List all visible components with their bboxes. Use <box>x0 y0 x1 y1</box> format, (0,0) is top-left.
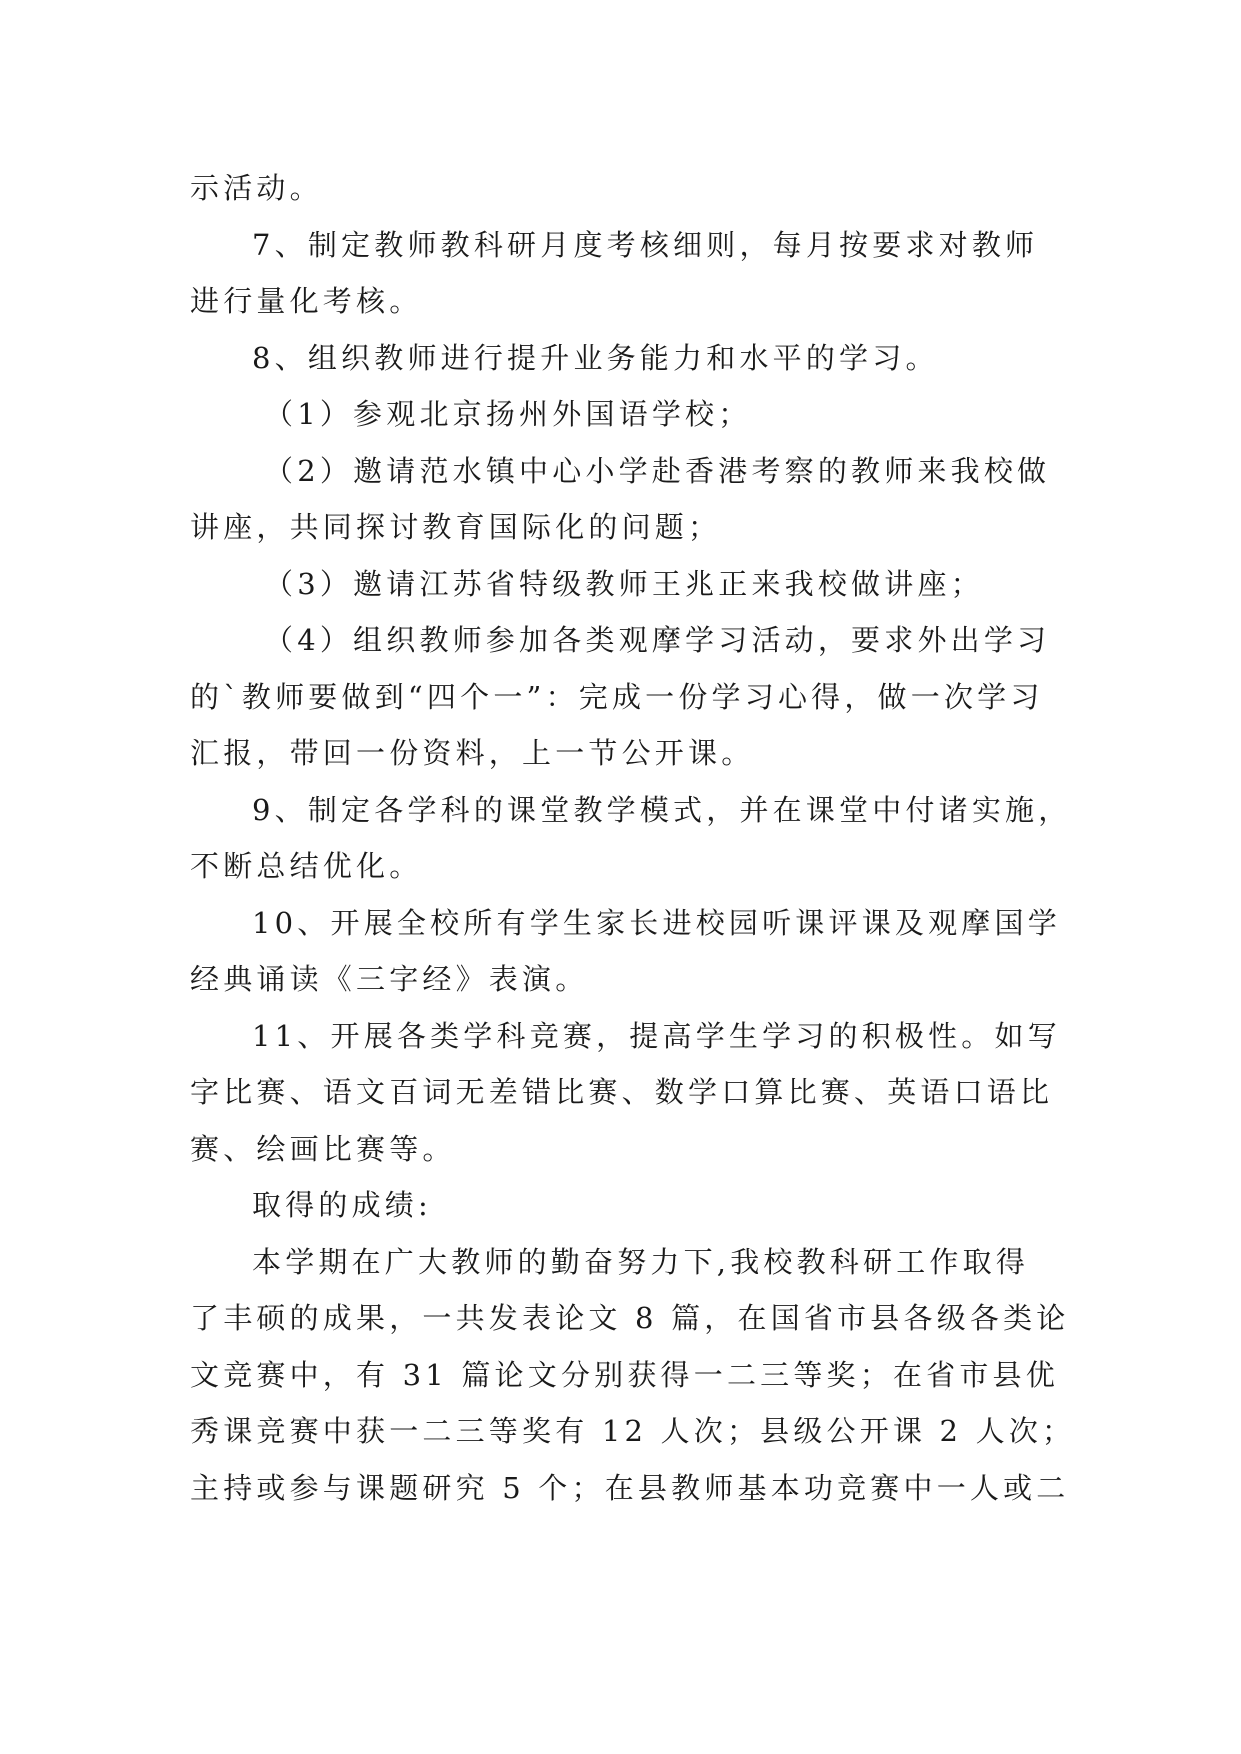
text-line: 进行量化考核。 <box>190 284 423 318</box>
text-line: 赛、绘画比赛等。 <box>190 1131 456 1166</box>
document-body <box>190 160 1076 1516</box>
text-line: 7、制定教师教科研月度考核细则，每月按要求对教师 <box>252 227 1039 262</box>
text-line: 9、制定各学科的课堂教学模式，并在课堂中付诸实施， <box>252 792 1072 827</box>
text-line: 秀课竞赛中获一二三等奖有 12 人次；县级公开课 2 人次； <box>190 1414 1076 1448</box>
text-line: 讲座，共同探讨教育国际化的问题； <box>190 510 722 544</box>
text-line: 经典诵读《三字经》表演。 <box>190 962 589 996</box>
text-line: （3）邀请江苏省特级教师王兆正来我校做讲座； <box>264 566 984 601</box>
text-line: 不断总结优化。 <box>190 849 423 883</box>
text-line: 了丰硕的成果，一共发表论文 8 篇，在国省市县各级各类论 <box>190 1301 1070 1335</box>
text-line: 字比赛、语文百词无差错比赛、数学口算比赛、英语口语比 <box>190 1075 1054 1109</box>
text-line: 10、开展全校所有学生家长进校园听课评课及观摩国学 <box>252 905 1061 940</box>
text-line: 的`教师要做到“四个一”：完成一份学习心得，做一次学习 <box>190 679 1044 714</box>
section-heading: 取得的成绩: <box>252 1188 432 1222</box>
text-line: 文竞赛中，有 31 篇论文分别获得一二三等奖；在省市县优 <box>190 1357 1059 1392</box>
text-line: （2）邀请范水镇中心小学赴香港考察的教师来我校做 <box>264 453 1051 488</box>
text-line: 示活动。 <box>190 171 323 205</box>
text-line: 11、开展各类学科竞赛，提高学生学习的积极性。如写 <box>252 1018 1061 1053</box>
text-line: 主持或参与课题研究 5 个；在县教师基本功竞赛中一人或二 <box>190 1470 1070 1505</box>
text-line: 本学期在广大教师的勤奋努力下,我校教科研工作取得 <box>252 1244 1030 1279</box>
text-line: 8、组织教师进行提升业务能力和水平的学习。 <box>252 340 939 375</box>
text-line: （4）组织教师参加各类观摩学习活动，要求外出学习 <box>264 623 1051 657</box>
text-line: 汇报，带回一份资料，上一节公开课。 <box>190 736 755 770</box>
text-line: （1）参观北京扬州外国语学校； <box>264 397 752 431</box>
